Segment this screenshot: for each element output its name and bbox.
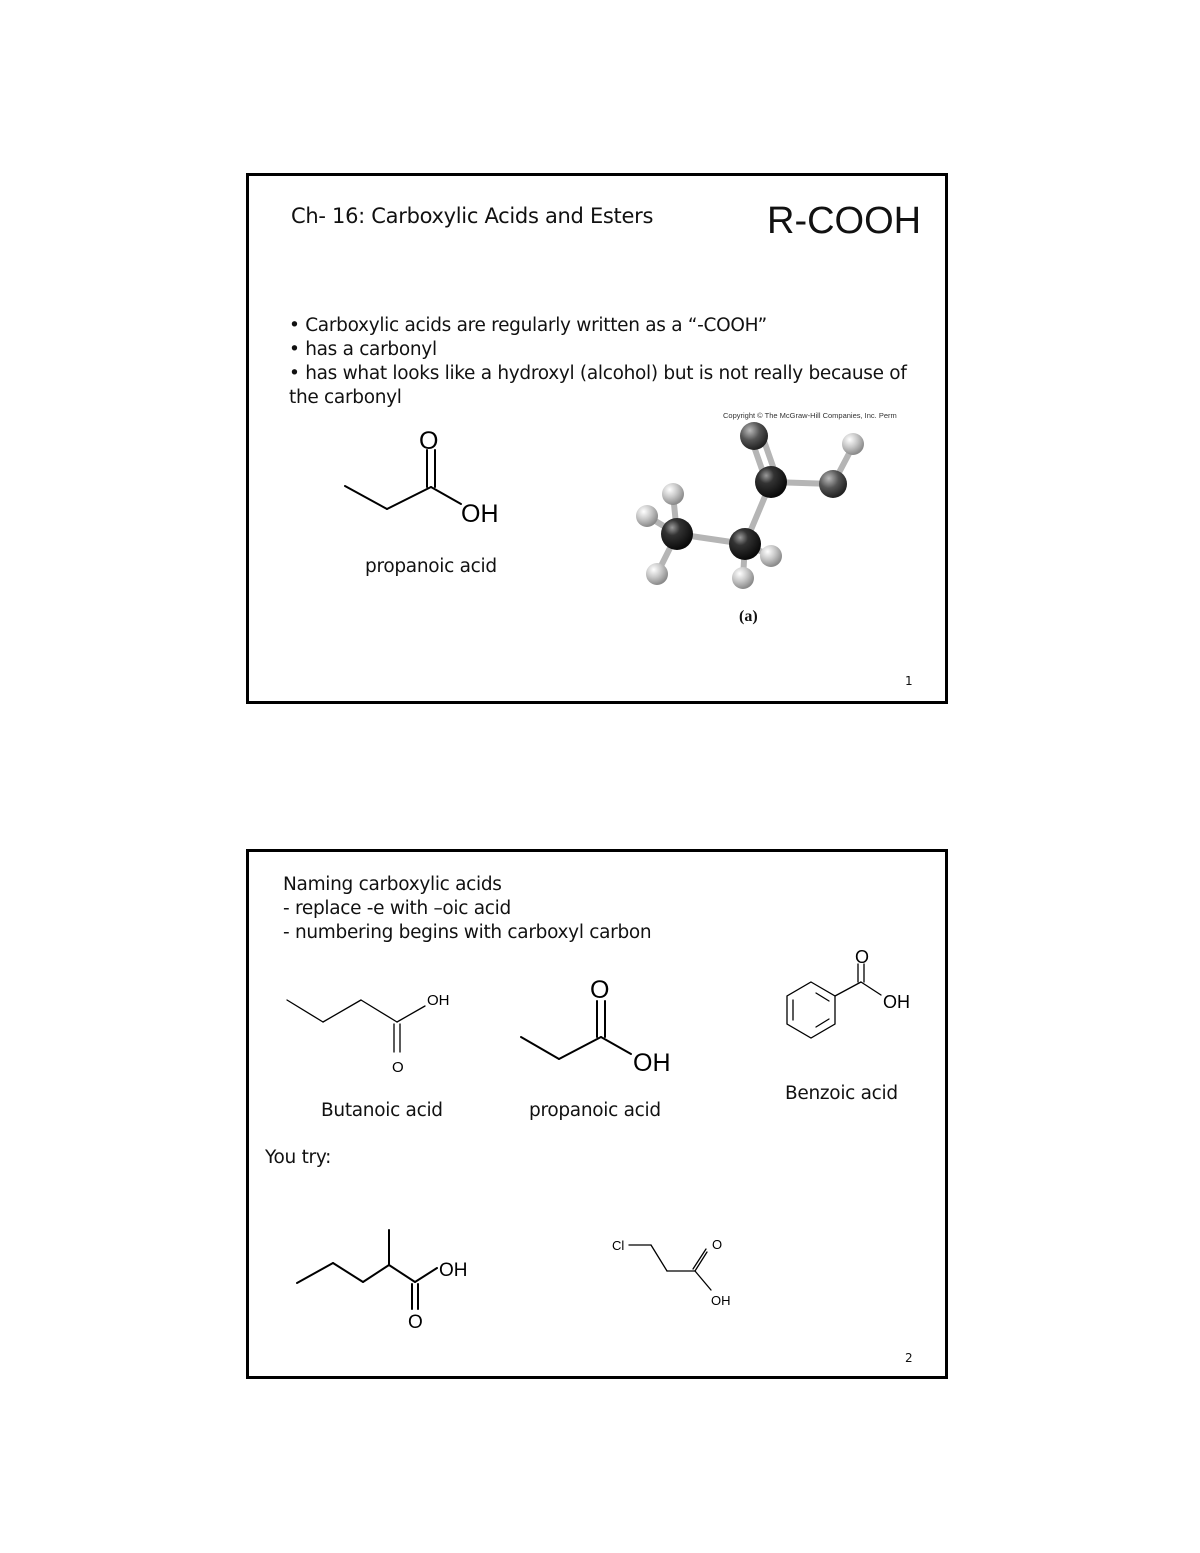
oxygen-label: O	[419, 427, 439, 455]
bullet-item: • has what looks like a hydroxyl (alcohol) but is not really because of	[289, 363, 907, 384]
oxygen-label: O	[855, 947, 870, 967]
carbon-atom	[661, 518, 693, 550]
figure-label: (a)	[739, 608, 758, 625]
hydroxyl-label: OH	[439, 1260, 468, 1281]
page-number: 2	[905, 1351, 913, 1365]
page-number: 1	[905, 674, 913, 688]
hydroxyl-label: OH	[633, 1049, 671, 1077]
hydroxyl-label: OH	[461, 500, 499, 528]
oxygen-label: O	[590, 976, 610, 1004]
hydrogen-atom	[646, 563, 668, 585]
rule-item: - numbering begins with carboxyl carbon	[283, 922, 652, 943]
example-caption: propanoic acid	[529, 1100, 661, 1121]
hydrogen-atom	[760, 545, 782, 567]
carbon-atom	[729, 528, 761, 560]
copyright-notice: Copyright © The McGraw-Hill Companies, Inc. Perm	[723, 411, 897, 420]
section-heading: Naming carboxylic acids	[283, 874, 502, 895]
hydrogen-atom	[662, 483, 684, 505]
bullet-item: • Carboxylic acids are regularly written as a “-COOH”	[289, 315, 767, 336]
oxygen-label: O	[392, 1059, 404, 1076]
general-formula: R-COOH	[767, 200, 922, 242]
bullet-item: • has a carbonyl	[289, 339, 437, 360]
hydrogen-atom	[842, 433, 864, 455]
hydrogen-atom	[636, 505, 658, 527]
example-caption: Benzoic acid	[785, 1083, 898, 1104]
exercise-structure-2	[249, 852, 951, 1382]
bullet-item: the carbonyl	[289, 387, 402, 408]
slide-1	[246, 173, 948, 704]
ball-and-stick-model	[249, 176, 951, 707]
hydrogen-atom	[732, 567, 754, 589]
rule-item: - replace -e with –oic acid	[283, 898, 511, 919]
structure-caption: propanoic acid	[365, 556, 497, 577]
slide-title: Ch- 16: Carboxylic Acids and Esters	[291, 204, 654, 228]
hydroxyl-label: OH	[427, 992, 450, 1009]
oxygen-atom	[740, 422, 768, 450]
oxygen-label: O	[712, 1237, 723, 1252]
oxygen-label: O	[408, 1312, 423, 1333]
example-caption: Butanoic acid	[321, 1100, 443, 1121]
you-try-label: You try:	[265, 1147, 332, 1168]
hydroxyl-label: OH	[711, 1293, 731, 1308]
hydroxyl-label: OH	[883, 992, 910, 1012]
carbon-atom	[755, 466, 787, 498]
oxygen-atom	[819, 470, 847, 498]
chlorine-label: Cl	[612, 1238, 625, 1253]
slide-2	[246, 849, 948, 1379]
